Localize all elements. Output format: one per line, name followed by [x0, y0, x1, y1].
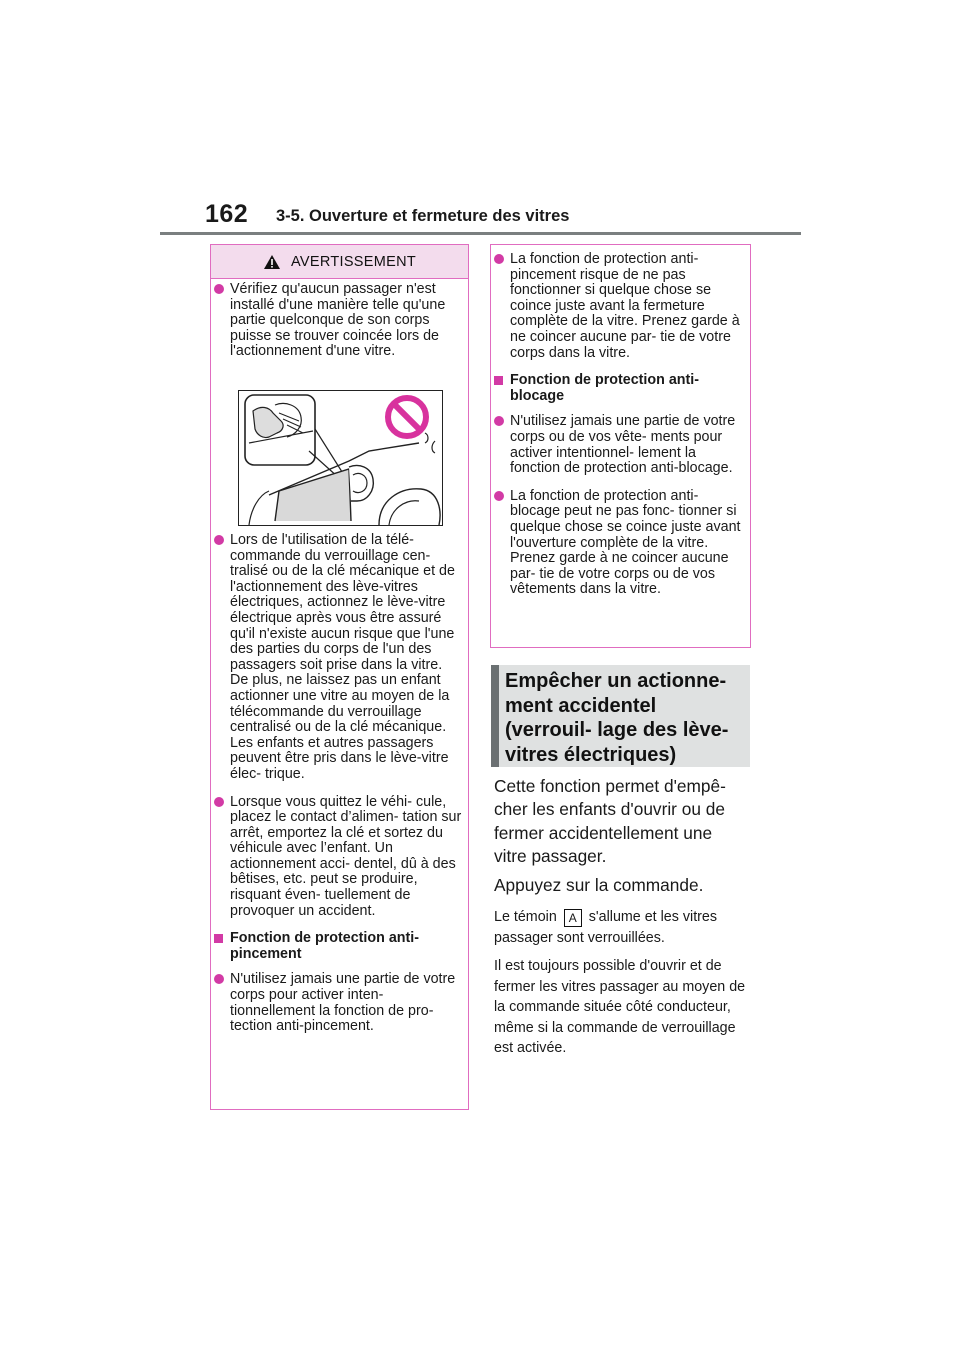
subsection-title: Fonction de protection anti-pincement [211, 931, 430, 962]
section-heading-bar [491, 665, 499, 767]
warning-item: Lorsque vous quittez le véhi- cule, placez le contact d’alimen- tation sur arrêt, emportez la clé et sortez du véhicule avec l’enfant. Un actionnement acci- dentel, dû à des bêtises, etc. peut se produire, risquant éven- tuellement de provoquer un accident. [211, 795, 462, 920]
bullet-icon [494, 254, 504, 264]
body-paragraph: Le témoin A s'allume et les vitres passager sont verrouillées. [494, 909, 718, 946]
bullet-icon [214, 535, 224, 545]
warning-item: Vérifiez qu'aucun passager n'est installé d'une manière telle qu'une partie quelconque de son corps puisse se trouver coincée lors de l'actionnement d'une vitre. [211, 282, 462, 360]
indicator-key-a: A [564, 909, 582, 927]
warning-item: La fonction de protection anti-blocage peut ne pas fonc- tionner si quelque chose se coince juste avant l'ouverture complète de la vitre. Prenez garde à ne coincer aucune par- tie de votre corps ou de vos vêtements dans la vitre. [491, 489, 742, 598]
warning-item: La fonction de protection anti-pincement risque de ne pas fonctionner si quelque chose se coince juste avant la fermeture complète de la vitre. Prenez garde à ne coincer aucune par- tie de votre corps dans la vitre. [491, 252, 742, 361]
warning-item: Lors de l'utilisation de la télé- commande du verrouillage cen- tralisé ou de la clé mécanique et de l'actionnement des lève-vitres électriques, actionnez le lève-vitre électrique après vous être assuré qu'il n'existe aucun risque que l'une des parties du corps de l'un des passagers soit prise dans la vitre. De plus, ne laissez pas un enfant actionner une vitre au moyen de la télécommande du verrouillage centralisé ou de la clé mécanique. Les enfants et autres passagers peuvent être pris dans le lève-vitre élec- trique. [211, 533, 462, 783]
warning-title: AVERTISSEMENT [290, 253, 417, 270]
page-number: 162 [205, 200, 249, 228]
square-bullet-icon [494, 376, 503, 385]
warning-header [211, 245, 468, 279]
section-heading-box [491, 665, 750, 767]
bullet-icon [214, 797, 224, 807]
bullet-icon [214, 974, 224, 984]
warning-triangle-icon [263, 254, 281, 270]
section-title: 3-5. Ouverture et fermeture des vitres [276, 207, 570, 225]
body-paragraph: Cette fonction permet d'empê- cher les enfants d'ouvrir ou de fermer accidentellement une vitre passager. [494, 776, 726, 866]
body-paragraph: Il est toujours possible d'ouvrir et de fermer les vitres passager au moyen de la commande située côté conducteur, même si la commande de verrouillage est activée. [494, 958, 746, 1057]
illustration-svg [239, 391, 442, 525]
square-bullet-icon [214, 934, 223, 943]
bullet-icon [494, 416, 504, 426]
body-paragraph: Appuyez sur la commande. [494, 875, 704, 896]
body-text [494, 775, 756, 1059]
bullet-icon [494, 491, 504, 501]
section-heading: Empêcher un actionne- ment accidentel (verrouil- lage des lève-vitres électriques) [505, 670, 729, 766]
page-header [0, 0, 960, 240]
warning-continued-box [490, 244, 751, 648]
warning-item: N'utilisez jamais une partie de votre corps ou de vos vête- ments pour activer intentionnel- lement la fonction de protection anti-blocage. [491, 414, 742, 476]
subsection-title: Fonction de protection anti-blocage [491, 373, 710, 404]
illustration-window-pinch [238, 390, 443, 526]
bullet-icon [214, 284, 224, 294]
warning-box [210, 244, 469, 1110]
warning-item: N'utilisez jamais une partie de votre corps pour activer inten- tionnellement la fonction de pro- tection anti-pincement. [211, 972, 462, 1034]
header-rule [160, 232, 801, 235]
